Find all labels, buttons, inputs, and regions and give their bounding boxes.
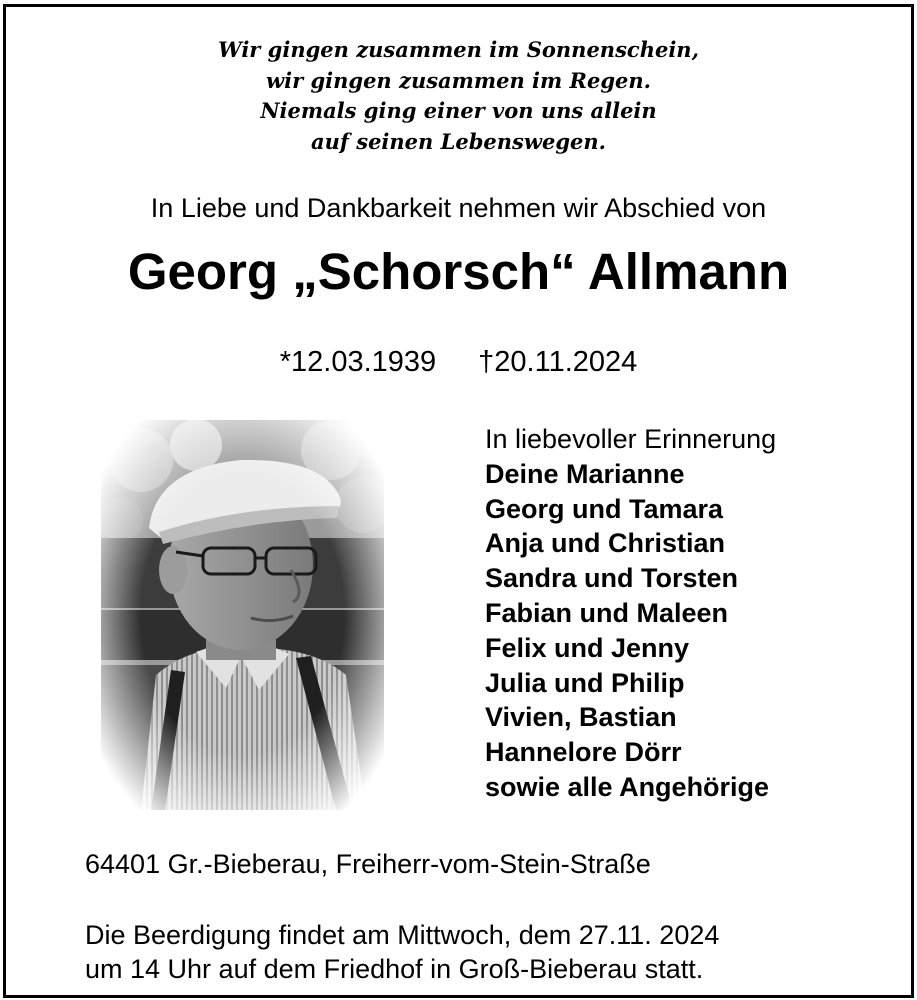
mourners-list (485, 422, 905, 805)
mourner-name: Deine Marianne (485, 458, 685, 489)
mourner-name: Fabian und Maleen (485, 597, 729, 628)
life-dates (6, 344, 911, 380)
funeral-line: Die Beerdigung findet am Mittwoch, dem 27.11. 2024 (85, 920, 720, 950)
mourner-name: Sandra und Torsten (485, 563, 739, 594)
funeral-line: um 14 Uhr auf dem Friedhof in Groß-Bieberau statt. (85, 954, 704, 984)
poem-line: auf seinen Lebenswegen. (311, 128, 606, 154)
birth-date: *12.03.1939 (279, 346, 437, 378)
mourner-name: Vivien, Bastian (485, 702, 677, 733)
mourners-lead: In liebevoller Erinnerung (485, 424, 777, 454)
farewell-intro: In Liebe und Dankbarkeit nehmen wir Abschied von (150, 193, 767, 223)
portrait-photo-icon (101, 420, 384, 810)
family-address: 64401 Gr.-Bieberau, Freiherr-vom-Stein-Straße (85, 849, 651, 879)
mourner-name: Anja und Christian (485, 528, 726, 559)
death-date: †20.11.2024 (478, 346, 638, 378)
mourner-name: Julia und Philip (485, 667, 685, 698)
poem-line: Niemals ging einer von uns allein (260, 98, 657, 123)
obituary-notice (3, 4, 914, 998)
poem-line: wir gingen zusammen im Regen. (266, 67, 651, 93)
deceased-name: Georg „Schorsch“ Allmann (127, 243, 790, 300)
mourner-name: sowie alle Angehörige (485, 771, 770, 802)
mourner-name: Hannelore Dörr (485, 737, 682, 768)
mourner-name: Felix und Jenny (485, 632, 690, 663)
poem (6, 35, 911, 157)
portrait-photo (101, 420, 384, 810)
poem-line: Wir gingen zusammen im Sonnenschein, (218, 37, 699, 62)
funeral-info (85, 918, 719, 986)
mourner-name: Georg und Tamara (485, 493, 724, 524)
